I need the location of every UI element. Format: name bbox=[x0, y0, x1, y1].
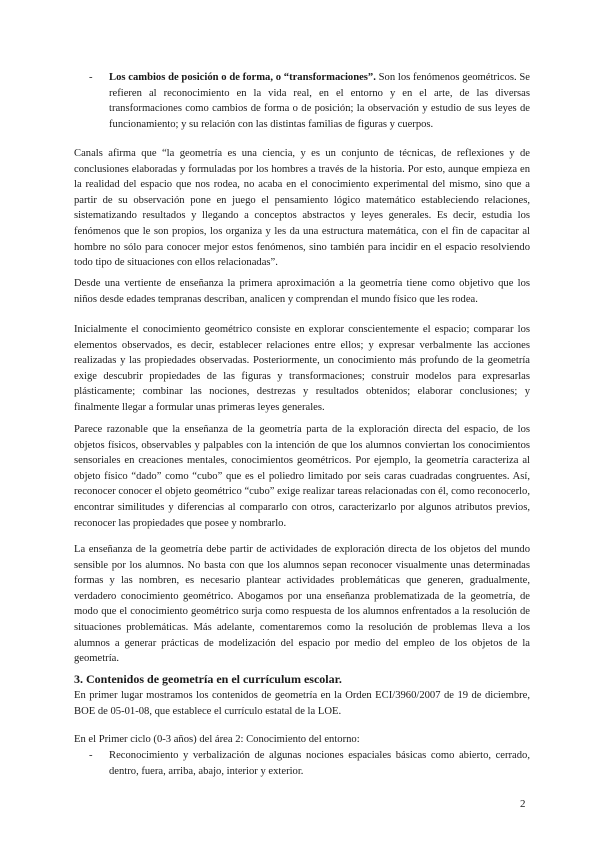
bullet-dash: - bbox=[89, 72, 93, 83]
bullet-text bbox=[109, 70, 530, 132]
paragraph-section-intro: En primer lugar mostramos los contenidos de geometría en la Orden ECI/3960/2007 de 19 de diciembre, BOE de 05-01-08, que establece el currículo estatal de la LOE. bbox=[74, 690, 530, 717]
paragraph-ensenanza: La enseñanza de la geometría debe partir de actividades de exploración directa de los objetos del mundo sensible por los alumnos. No basta con que los alumnos sepan reconocer visualmente unas determinadas formas y las nombren, es necesario plantear actividades problemáticas que generen, gradualmente, verdadero conocimiento geométrico. Abogamos por una enseñanza problematizada de la geometría, de modo que el conocimiento geométrico surja como respuesta de los alumnos enfrentados a la resolución de situaciones problemáticas. Más adelante, comentaremos como la resolución de problemas lleva a los alumnos a generar prácticas de modelización del espacio por medio del empleo de los objetos de la geometría. bbox=[74, 544, 530, 665]
bullet-body: Son los fenómenos geométricos. Se refieren al reconocimiento en la vida real, en el entorno y en el arte, de las diversas transformaciones como cambios de forma o de posición; la observación y estudio de sus leyes de funcionamiento; y su relación con las distintas familias de figuras y cuerpos. bbox=[109, 72, 530, 130]
bullet-dash: - bbox=[89, 750, 93, 761]
paragraph-cycle-intro: En el Primer ciclo (0-3 años) del área 2: Conocimiento del entorno: bbox=[74, 734, 360, 745]
paragraph-inicialmente: Inicialmente el conocimiento geométrico consiste en explorar conscientemente el espacio; comparar los elementos observados, es decir, establecer relaciones entre ellos; y expresar verbalmente las acciones realizadas y las propiedades observadas. Posteriormente, un conocimiento más profundo de la geometría exige descubrir propiedades de las figuras y transformaciones; construir modelos para expresarlas plásticamente; combinar las nociones, destrezas y resultados obtenidos; elaborar conclusiones; y finalmente llegar a formular unas primeras leyes generales. bbox=[74, 324, 530, 413]
bullet-lead: Los cambios de posición o de forma, o “transformaciones”. bbox=[109, 72, 376, 83]
section-heading: 3. Contenidos de geometría en el currículum escolar. bbox=[74, 672, 342, 686]
bullet-nociones bbox=[89, 748, 530, 779]
paragraph-vertiente: Desde una vertiente de enseñanza la primera aproximación a la geometría tiene como objetivo que los niños desde edades tempranas describan, analicen y comprendan el mundo físico que les rodea. bbox=[74, 278, 530, 305]
bullet-transformaciones bbox=[89, 70, 530, 132]
paragraph-razonable: Parece razonable que la enseñanza de la geometría parta de la exploración directa del espacio, de los objetos físicos, observables y palpables con la intención de que los alumnos conviertan los conocimientos sensoriales en creaciones mentales, conocimientos geométricos. Por ejemplo, la geometría caracteriza al objeto físico “dado” como “cubo” que es el poliedro limitado por seis caras cuadradas congruentes. Así, reconocer conocer el objeto geométrico “cubo” exige realizar tareas relacionadas con él, como reconocerlo, encontrar similitudes y diferencias al compararlo con otros, caracterizarlo por algunos atributos previos, reconocer las propiedades que posee y nombrarlo. bbox=[74, 424, 530, 529]
page-number: 2 bbox=[520, 798, 526, 810]
paragraph-canals: Canals afirma que “la geometría es una ciencia, y es un conjunto de técnicas, de reflexiones y de conclusiones elaboradas y formuladas por los hombres a través de la historia. Por esto, aunque empieza en la realidad del espacio que nos rodea, no acaba en el conocimiento experimental del mismo, sino que a partir de su observación pone en juego el pensamiento lógico matemático estableciendo relaciones, sistematizando resultados y llegando a conceptos abstractos y leyes generales. Es decir, estudia los fenómenos que le son propios, los organiza y les da una estructura matemática, con el fin de capacitar al hombre no sólo para conocer mejor estos fenómenos, sino también para incidir en el espacio resolviendo todo tipo de situaciones con ellos relacionadas”. bbox=[74, 148, 530, 269]
bullet-text: Reconocimiento y verbalización de algunas nociones espaciales básicas como abierto, cerrado, dentro, fuera, arriba, abajo, interior y exterior. bbox=[109, 750, 530, 777]
